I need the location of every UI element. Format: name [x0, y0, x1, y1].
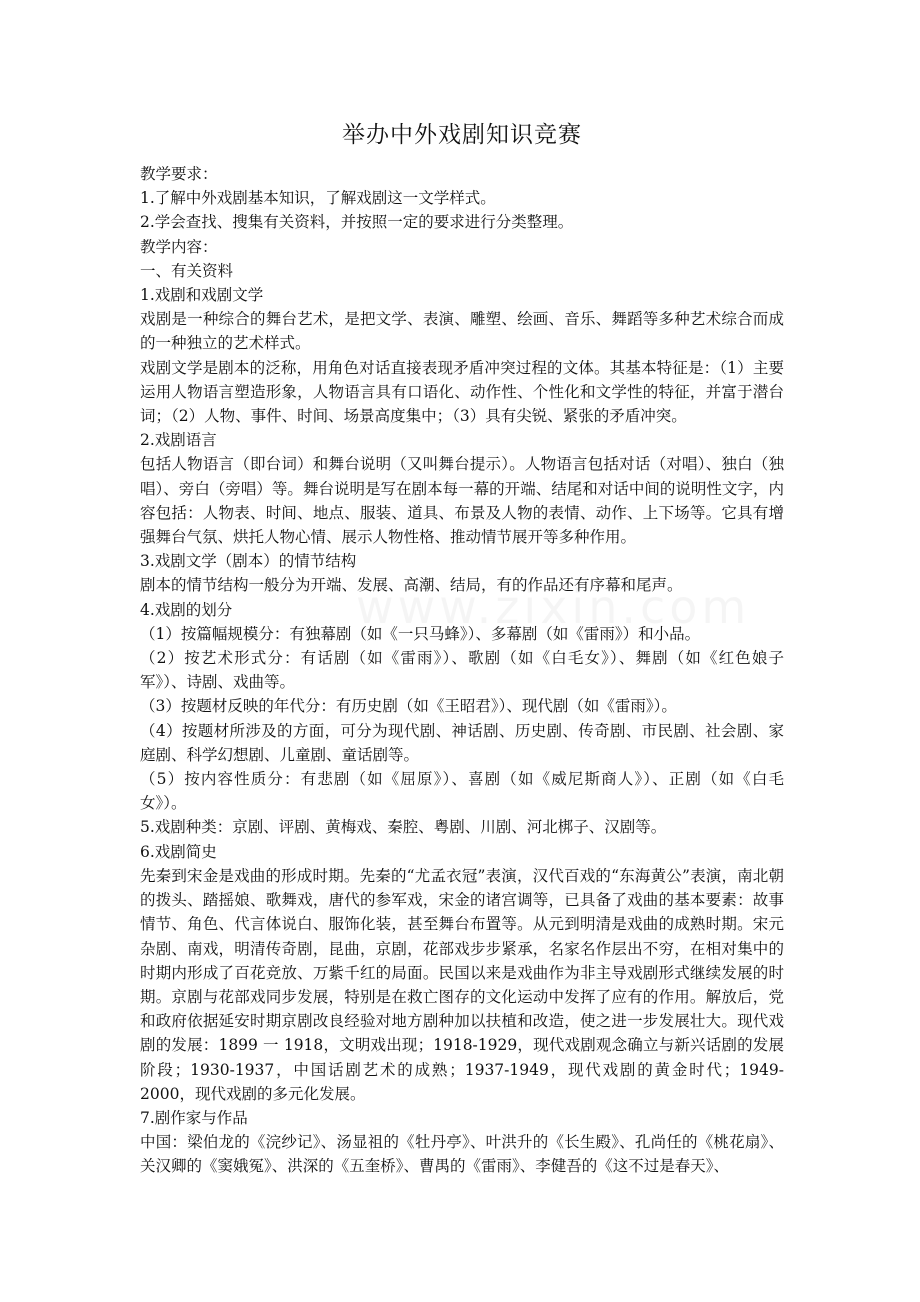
- paragraph: 戏剧是一种综合的舞台艺术，是把文学、表演、雕塑、绘画、音乐、舞蹈等多种艺术综合而成的一种独立的艺术样式。: [140, 310, 784, 353]
- document-body: [140, 162, 784, 1179]
- paragraph: 一、有关资料: [140, 261, 234, 280]
- paragraph: （4）按题材所涉及的方面，可分为现代剧、神话剧、历史剧、传奇剧、市民剧、社会剧、家庭剧、科学幻想剧、儿童剧、童话剧等。: [140, 721, 784, 764]
- paragraph: （5）按内容性质分：有悲剧（如《屈原》）、喜剧（如《威尼斯商人》）、正剧（如《白毛女》）。: [140, 770, 784, 813]
- document-title: 举办中外戏剧知识竞赛: [342, 122, 582, 148]
- paragraph: （3）按题材反映的年代分：有历史剧（如《王昭君》）、现代剧（如《雷雨》）。: [140, 697, 677, 716]
- paragraph: （1）按篇幅规模分：有独幕剧（如《一只马蜂》）、多幕剧（如《雷雨》）和小品。: [140, 624, 701, 643]
- paragraph: 教学内容：: [140, 237, 218, 256]
- paragraph: 1.戏剧和戏剧文学: [140, 286, 264, 305]
- paragraph: 教学要求：: [140, 165, 218, 183]
- paragraph: 剧本的情节结构一般分为开端、发展、高潮、结局，有的作品还有序幕和尾声。: [140, 576, 683, 595]
- paragraph: 6.戏剧简史: [140, 842, 217, 861]
- paragraph: 7.剧作家与作品: [140, 1108, 248, 1127]
- paragraph: 4.戏剧的划分: [140, 600, 233, 619]
- document-page: [140, 118, 784, 1179]
- paragraph: 先秦到宋金是戏曲的形成时期。先秦的“尤孟衣冠”表演，汉代百戏的“东海黄公”表演，南北朝的拨头、踏摇娘、歌舞戏，唐代的参军戏，宋金的诸宫调等，已具备了戏曲的基本要素：故事情节、角色、代言体说白、服饰化装，甚至舞台布置等。从元到明清是戏曲的成熟时期。宋元杂剧、南戏，明清传奇剧，昆曲，京剧，花部戏步步紧承，名家名作层出不穷，在相对集中的时期内形成了百花竞放、万紫千红的局面。民国以来是戏曲作为非主导戏剧形式继续发展的时期。京剧与花部戏同步发展，特别是在救亡图存的文化运动中发挥了应有的作用。解放后，党和政府依据延安时期京剧改良经验对地方剧种加以扶植和改造，使之进一步发展壮大。现代戏剧的发展：1899 一 1918，文明戏出现；1918-1929，现代戏剧观念确立与新兴话剧的发展阶段；1930-1937，中国话剧艺术的成熟；1937-1949，现代戏剧的黄金时代；1949-2000，现代戏剧的多元化发展。: [140, 866, 784, 1103]
- paragraph: 戏剧文学是剧本的泛称，用角色对话直接表现矛盾冲突过程的文体。其基本特征是：（1）主要运用人物语言塑造形象，人物语言具有口语化、动作性、个性化和文学性的特征，并富于潜台词；（2）人物、事件、时间、场景高度集中；（3）具有尖锐、紧张的矛盾冲突。: [140, 358, 784, 426]
- paragraph: 2.学会查找、搜集有关资料，并按照一定的要求进行分类整理。: [140, 213, 574, 232]
- paragraph: 1.了解中外戏剧基本知识，了解戏剧这一文学样式。: [140, 189, 496, 208]
- paragraph: 包括人物语言（即台词）和舞台说明（又叫舞台提示）。人物语言包括对话（对唱）、独白（独唱）、旁白（旁唱）等。舞台说明是写在剧本每一幕的开端、结尾和对话中间的说明性文字，内容包括：人物表、时间、地点、服装、道具、布景及人物的表情、动作、上下场等。它具有增强舞台气氛、烘托人物心情、展示人物性格、推动情节展开等多种作用。: [140, 455, 784, 547]
- paragraph: 中国：梁伯龙的《浣纱记》、汤显祖的《牡丹亭》、叶洪升的《长生殿》、孔尚任的《桃花扇》、关汉卿的《窦娥冤》、洪深的《五奎桥》、曹禺的《雷雨》、李健吾的《这不过是春天》、: [140, 1133, 784, 1176]
- paragraph: 2.戏剧语言: [140, 431, 217, 450]
- paragraph: 5.戏剧种类：京剧、评剧、黄梅戏、秦腔、粤剧、川剧、河北梆子、汉剧等。: [140, 818, 667, 837]
- paragraph: （2）按艺术形式分：有话剧（如《雷雨》）、歌剧（如《白毛女》）、舞剧（如《红色娘子军》）、诗剧、戏曲等。: [140, 649, 784, 692]
- paragraph: 3.戏剧文学（剧本）的情节结构: [140, 552, 357, 571]
